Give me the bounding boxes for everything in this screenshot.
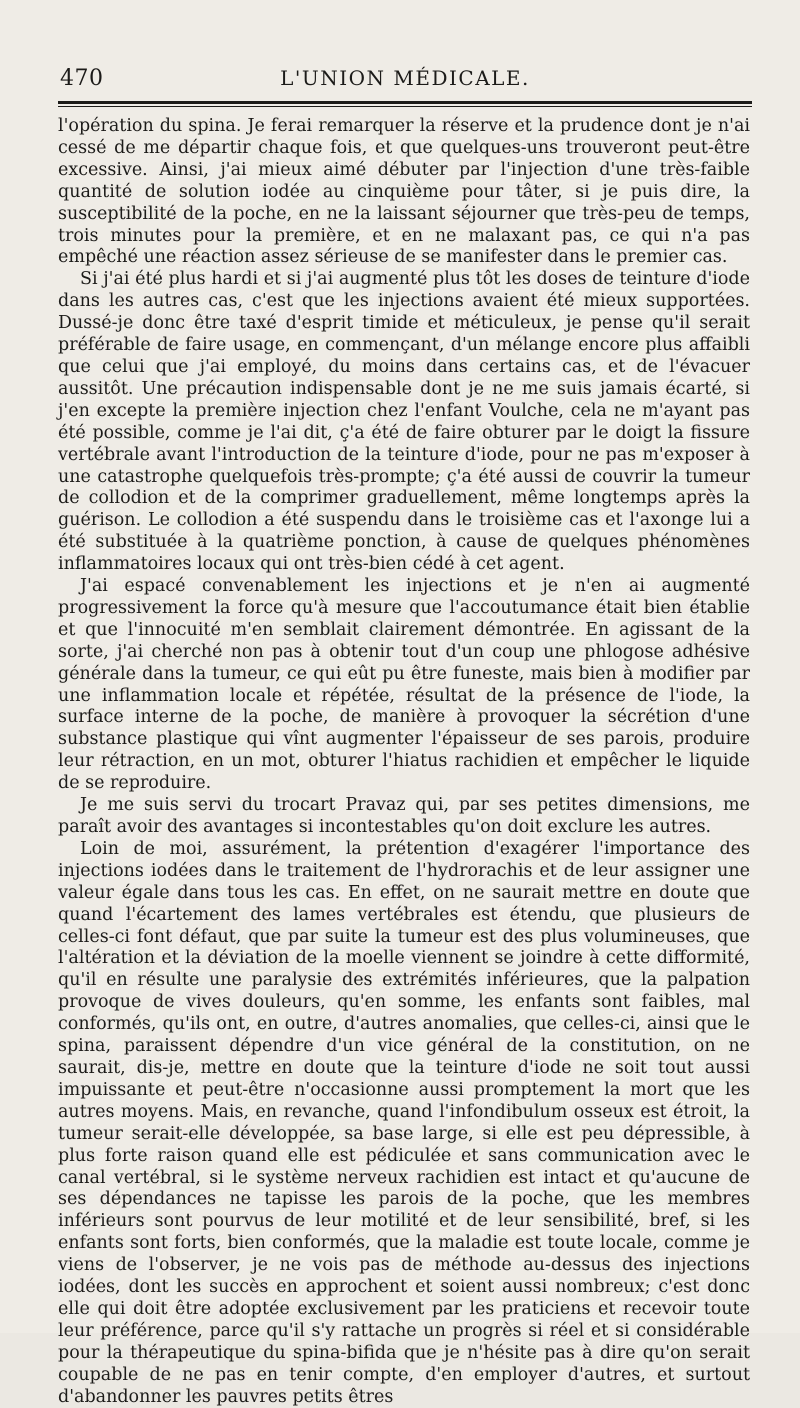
- paragraph: Loin de moi, assurément, la prétention d'exagérer l'importance des injections iodées dans le traitement de l'hydrorachis et de leur assigner une valeur égale dans tous les cas. En effet, on ne saurait mettre en doute que quand l'écartement des lames vertébrales est étendu, que plusieurs de celles-ci font défaut, que par suite la tumeur est des plus volumineuses, que l'altération et la déviation de la moelle viennent se joindre à cette difformité, qu'il en résulte une paralysie des extrémités inférieures, que la palpation provoque de vives douleurs, qu'en somme, les enfants sont faibles, mal conformés, qu'ils ont, en outre, d'autres anomalies, que celles-ci, ainsi que le spina, paraissent dépendre d'un vice général de la constitution, on ne saurait, dis-je, mettre en doute que la teinture d'iode ne soit tout aussi impuissante et peut-être n'occasionne aussi promptement la mort que les autres moyens. Mais, en revanche, quand l'infondibulum osseux est étroit, la tumeur serait-elle développée, sa base large, si elle est peu dépressible, à plus forte raison quand elle est pédiculée et sans communication avec le canal vertébral, si le système nerveux rachidien est intact et qu'aucune de ses dépendances ne tapisse les parois de la poche, que les membres inférieurs sont pourvus de leur motilité et de leur sensibilité, bref, si les enfants sont forts, bien conformés, que la maladie est toute locale, comme je viens de l'observer, je ne vois pas de méthode au-dessus des injections iodées, dont les succès en approchent et soient aussi nombreux; c'est donc elle qui doit être adoptée exclusivement par les praticiens et recevoir toute leur préférence, parce qu'il s'y rattache un progrès si réel et si considérable pour la thérapeutique du spina-bifida que je n'hésite pas à dire qu'on serait coupable de ne pas en tenir compte, d'en employer d'autres, et surtout d'abandonner les pauvres petits êtres: [58, 838, 750, 1407]
- running-title: L'UNION MÉDICALE.: [280, 66, 530, 90]
- header-rule: [58, 101, 752, 104]
- paragraph: J'ai espacé convenablement les injections et je n'en ai augmenté progressivement la force qu'à mesure que l'accoutumance était bien établie et que l'innocuité m'en semblait clairement démontrée. En agissant de la sorte, j'ai cherché non pas à obtenir tout d'un coup une phlogose adhésive générale dans la tumeur, ce qui eût pu être funeste, mais bien à modifier par une inflammation locale et répétée, résultat de la présence de l'iode, la surface interne de la poche, de manière à provoquer la sécrétion d'une substance plastique qui vînt augmenter l'épaisseur de ses parois, produire leur rétraction, en un mot, obturer l'hiatus rachidien et empêcher le liquide de se reproduire.: [58, 576, 750, 794]
- paragraph: Je me suis servi du trocart Pravaz qui, par ses petites dimensions, me paraît avoir des avantages si incontestables qu'on doit exclure les autres.: [58, 795, 750, 837]
- page-header: [60, 64, 750, 98]
- paragraph: l'opération du spina. Je ferai remarquer la réserve et la prudence dont je n'ai cessé de me départir chaque fois, et que quelques-uns trouveront peut-être excessive. Ainsi, j'ai mieux aimé débuter par l'injection d'une très-faible quantité de solution iodée au cinquième pour tâter, si je puis dire, la susceptibilité de la poche, en ne la laissant séjourner que très-peu de temps, trois minutes pour la première, et en ne malaxant pas, ce qui n'a pas empêché une réaction assez sérieuse de se manifester dans le premier cas.: [58, 116, 750, 268]
- paragraph: Si j'ai été plus hardi et si j'ai augmenté plus tôt les doses de teinture d'iode dans les autres cas, c'est que les injections avaient été mieux supportées. Dussé-je donc être taxé d'esprit timide et méticuleux, je pense qu'il serait préférable de faire usage, en commençant, d'un mélange encore plus affaibli que celui que j'ai employé, du moins dans certains cas, et de l'évacuer aussitôt. Une précaution indispensable dont je ne me suis jamais écarté, si j'en excepte la première injection chez l'enfant Voulche, cela ne m'ayant pas été possible, comme je l'ai dit, ç'a été de faire obturer par le doigt la fissure vertébrale avant l'introduction de la teinture d'iode, pour ne pas m'exposer à une catastrophe quelquefois très-prompte; ç'a été aussi de couvrir la tumeur de collodion et de la comprimer graduellement, même longtemps après la guérison. Le collodion a été suspendu dans le troisième cas et l'axonge lui a été substituée à la quatrième ponction, à cause de quelques phénomènes inflammatoires locaux qui ont très-bien cédé à cet agent.: [58, 269, 750, 575]
- header-rule-thin: [58, 106, 752, 107]
- body-text: [58, 116, 750, 1408]
- page-number: 470: [60, 66, 104, 91]
